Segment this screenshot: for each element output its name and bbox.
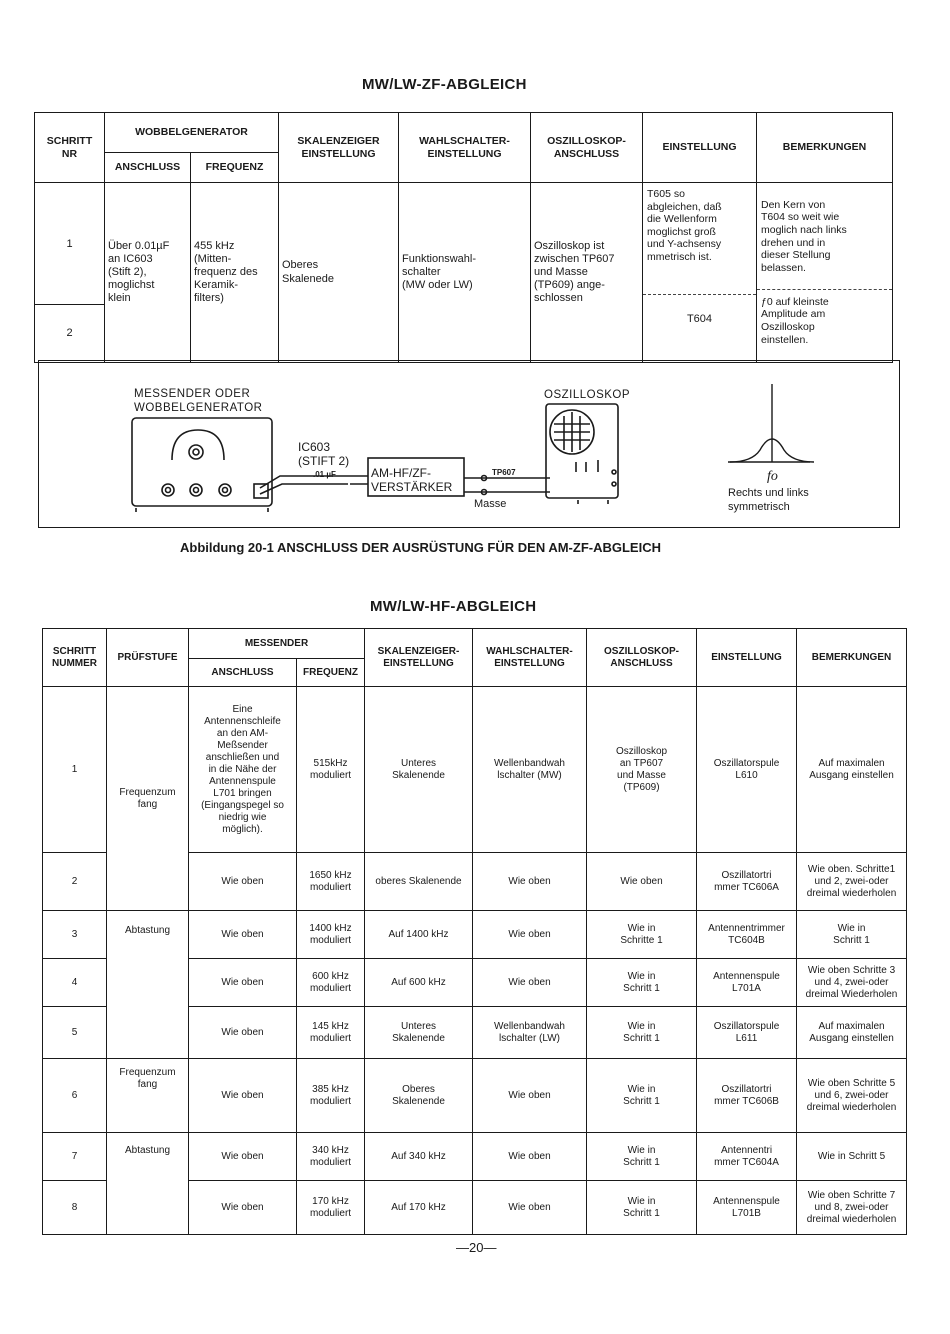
zf-wahl: Funktionswahl- schalter (MW oder LW) [399, 183, 531, 363]
hf-row-7-nr: 7 [43, 1133, 107, 1181]
table-row [43, 1133, 907, 1181]
hf-header-oszi: OSZILLOSKOP- ANSCHLUSS [587, 629, 697, 687]
hf-row-1-wahl: Wellenbandwah lschalter (MW) [473, 687, 587, 853]
diagram-fo-label: fo [767, 469, 778, 484]
zf-anschluss: Über 0.01µF an IC603 (Stift 2), moglichst klein [105, 183, 191, 363]
hf-row-2-wahl: Wie oben [473, 853, 587, 911]
hf-row-5-oszi: Wie in Schritt 1 [587, 1007, 697, 1059]
hf-row-7-frequenz: 340 kHz moduliert [297, 1133, 365, 1181]
hf-row-7-anschluss: Wie oben [189, 1133, 297, 1181]
zf-oszi: Oszilloskop ist zwischen TP607 und Masse (TP609) ange- schlossen [531, 183, 643, 363]
hf-row-1-bem: Auf maximalen Ausgang einstellen [797, 687, 907, 853]
zf-header-einst: EINSTELLUNG [643, 113, 757, 183]
zf-header-skalen: SKALENZEIGER EINSTELLUNG [279, 113, 399, 183]
zf-header-wahl: WAHLSCHALTER- EINSTELLUNG [399, 113, 531, 183]
zf-bem-1: Den Kern von T604 so weit wie moglich nach links drehen und in dieser Stellung belassen. [761, 198, 847, 274]
hf-row-6-skalen: Oberes Skalenende [365, 1059, 473, 1133]
hf-row-3-bem: Wie in Schritt 1 [797, 911, 907, 959]
hf-row-7-skalen: Auf 340 kHz [365, 1133, 473, 1181]
hf-row-7-einst: Antennentri mmer TC604A [697, 1133, 797, 1181]
hf-pruef-d: Abtastung [107, 1133, 189, 1235]
hf-header-wahl: WAHLSCHALTER- EINSTELLUNG [473, 629, 587, 687]
hf-row-5-einst: Oszillatorspule L611 [697, 1007, 797, 1059]
hf-row-3-anschluss: Wie oben [189, 911, 297, 959]
hf-row-5-anschluss: Wie oben [189, 1007, 297, 1059]
hf-row-8-bem: Wie oben Schritte 7 und 8, zwei-oder dreimal wiederholen [797, 1181, 907, 1235]
hf-row-8-frequenz: 170 kHz moduliert [297, 1181, 365, 1235]
hf-row-3-skalen: Auf 1400 kHz [365, 911, 473, 959]
hf-row-1-oszi: Oszilloskop an TP607 und Masse (TP609) [587, 687, 697, 853]
hf-row-4-frequenz: 600 kHz moduliert [297, 959, 365, 1007]
hf-row-6-anschluss: Wie oben [189, 1059, 297, 1133]
hf-header-einst: EINSTELLUNG [697, 629, 797, 687]
zf-header-bem: BEMERKUNGEN [757, 113, 893, 183]
hf-row-5-skalen: Unteres Skalenende [365, 1007, 473, 1059]
hf-header-schritt: SCHRITT NUMMER [43, 629, 107, 687]
hf-header-frequenz: FREQUENZ [297, 659, 365, 687]
zf-header-oszi: OSZILLOSKOP- ANSCHLUSS [531, 113, 643, 183]
diagram-masse-label: Masse [474, 498, 507, 510]
hf-row-4-skalen: Auf 600 kHz [365, 959, 473, 1007]
hf-row-3-nr: 3 [43, 911, 107, 959]
zf-skalen: Oberes Skalenede [279, 183, 399, 363]
hf-row-3-wahl: Wie oben [473, 911, 587, 959]
hf-row-5-bem: Auf maximalen Ausgang einstellen [797, 1007, 907, 1059]
hf-row-4-bem: Wie oben Schritte 3 und 4, zwei-oder dreimal Wiederholen [797, 959, 907, 1007]
hf-row-6-frequenz: 385 kHz moduliert [297, 1059, 365, 1133]
hf-row-7-wahl: Wie oben [473, 1133, 587, 1181]
zf-bem-divider [757, 289, 892, 290]
hf-row-1-einst: Oszillatorspule L610 [697, 687, 797, 853]
hf-row-6-bem: Wie oben Schritte 5 und 6, zwei-oder dreimal wiederholen [797, 1059, 907, 1133]
hf-row-6-wahl: Wie oben [473, 1059, 587, 1133]
diagram-tp-label: TP607 [492, 468, 516, 477]
diagram-caption: Abbildung 20-1 ANSCHLUSS DER AUSRÜSTUNG FÜR DEN AM-ZF-ABGLEICH [180, 540, 661, 555]
hf-row-6-oszi: Wie in Schritt 1 [587, 1059, 697, 1133]
hf-row-4-einst: Antennenspule L701A [697, 959, 797, 1007]
diagram-symmetric-label: Rechts und links symmetrisch [728, 487, 809, 513]
hf-row-7-bem: Wie in Schritt 5 [797, 1133, 907, 1181]
hf-row-2-skalen: oberes Skalenende [365, 853, 473, 911]
hf-row-1-skalen: Unteres Skalenende [365, 687, 473, 853]
hf-row-4-anschluss: Wie oben [189, 959, 297, 1007]
hf-header-pruef: PRÜFSTUFE [107, 629, 189, 687]
oscilloscope-icon [546, 404, 618, 504]
diagram-capacitor-label: .01 µF [313, 470, 336, 479]
hf-row-6-einst: Oszillatortri mmer TC606B [697, 1059, 797, 1133]
table-row [43, 911, 907, 959]
zf-header-frequenz: FREQUENZ [191, 153, 279, 183]
diagram-ic603-label: IC603 (STIFT 2) [298, 440, 350, 468]
hf-row-4-wahl: Wie oben [473, 959, 587, 1007]
hf-row-1-frequenz: 515kHz moduliert [297, 687, 365, 853]
hf-row-2-bem: Wie oben. Schritte1 und 2, zwei-oder dreimal wiederholen [797, 853, 907, 911]
zf-title: MW/LW-ZF-ABGLEICH [362, 76, 527, 93]
hf-row-8-wahl: Wie oben [473, 1181, 587, 1235]
hf-row-4-oszi: Wie in Schritt 1 [587, 959, 697, 1007]
hf-row-7-oszi: Wie in Schritt 1 [587, 1133, 697, 1181]
hf-row-2-frequenz: 1650 kHz moduliert [297, 853, 365, 911]
zf-table [34, 112, 893, 363]
hf-row-2-einst: Oszillatortri mmer TC606A [697, 853, 797, 911]
zf-frequenz: 455 kHz (Mitten- frequenz des Keramik- filters) [191, 183, 279, 363]
zf-einst-cell [643, 183, 757, 363]
hf-header-anschluss: ANSCHLUSS [189, 659, 297, 687]
hf-row-2-oszi: Wie oben [587, 853, 697, 911]
diagram-amplifier-label: AM-HF/ZF- VERSTÄRKER [371, 466, 453, 494]
zf-header-anschluss: ANSCHLUSS [105, 153, 191, 183]
response-curve-icon [728, 384, 814, 462]
hf-row-1-nr: 1 [43, 687, 107, 853]
hf-row-4-nr: 4 [43, 959, 107, 1007]
hf-row-8-oszi: Wie in Schritt 1 [587, 1181, 697, 1235]
table-row [43, 687, 907, 853]
hf-pruef-b: Abtastung [107, 911, 189, 1059]
hf-row-8-anschluss: Wie oben [189, 1181, 297, 1235]
hf-pruef-c: Frequenzum fang [107, 1059, 189, 1133]
hf-header-skalen: SKALENZEIGER- EINSTELLUNG [365, 629, 473, 687]
hf-row-2-nr: 2 [43, 853, 107, 911]
zf-step-cell [35, 183, 105, 363]
hf-row-6-nr: 6 [43, 1059, 107, 1133]
hf-title: MW/LW-HF-ABGLEICH [370, 598, 537, 615]
zf-einst-2: T604 [686, 313, 713, 325]
hf-row-8-einst: Antennenspule L701B [697, 1181, 797, 1235]
hf-row-2-anschluss: Wie oben [189, 853, 297, 911]
zf-header-schritt: SCHRITT NR [35, 113, 105, 183]
zf-step-2: 2 [35, 304, 104, 361]
hf-pruef-a: Frequenzum fang [107, 687, 189, 911]
diagram-oscilloscope-label: OSZILLOSKOP [544, 389, 631, 401]
hf-header-bem: BEMERKUNGEN [797, 629, 907, 687]
hf-row-5-wahl: Wellenbandwah lschalter (LW) [473, 1007, 587, 1059]
hf-row-1-anschluss: Eine Antennenschleife an den AM- Meßsender anschließen und in die Nähe der Antennenspule L701 bringen (Eingangspegel so niedrig wie möglich). [189, 687, 297, 853]
page-number: —20— [456, 1240, 497, 1255]
table-row [43, 1059, 907, 1133]
hf-row-5-frequenz: 145 kHz moduliert [297, 1007, 365, 1059]
zf-header-wobbel: WOBBELGENERATOR [105, 113, 279, 153]
hf-row-5-nr: 5 [43, 1007, 107, 1059]
hf-row-8-skalen: Auf 170 kHz [365, 1181, 473, 1235]
hf-table [42, 628, 907, 1235]
hf-row-3-frequenz: 1400 kHz moduliert [297, 911, 365, 959]
zf-bem-cell [757, 183, 893, 363]
hf-row-3-oszi: Wie in Schritte 1 [587, 911, 697, 959]
zf-bem-2: ƒ0 auf kleinste Amplitude am Oszilloskop einstellen. [761, 295, 829, 346]
hf-row-8-nr: 8 [43, 1181, 107, 1235]
zf-step-1: 1 [66, 238, 73, 250]
hf-header-messender: MESSENDER [189, 629, 365, 659]
zf-einst-1: T605 so abgleichen, daß die Wellenform moglichst groß und Y-achsensy mmetrisch ist. [647, 188, 722, 263]
hf-row-3-einst: Antennentrimmer TC604B [697, 911, 797, 959]
generator-icon [132, 418, 272, 512]
diagram-generator-label: MESSENDER ODER WOBBELGENERATOR [134, 388, 263, 414]
zf-einst-divider [643, 294, 756, 295]
